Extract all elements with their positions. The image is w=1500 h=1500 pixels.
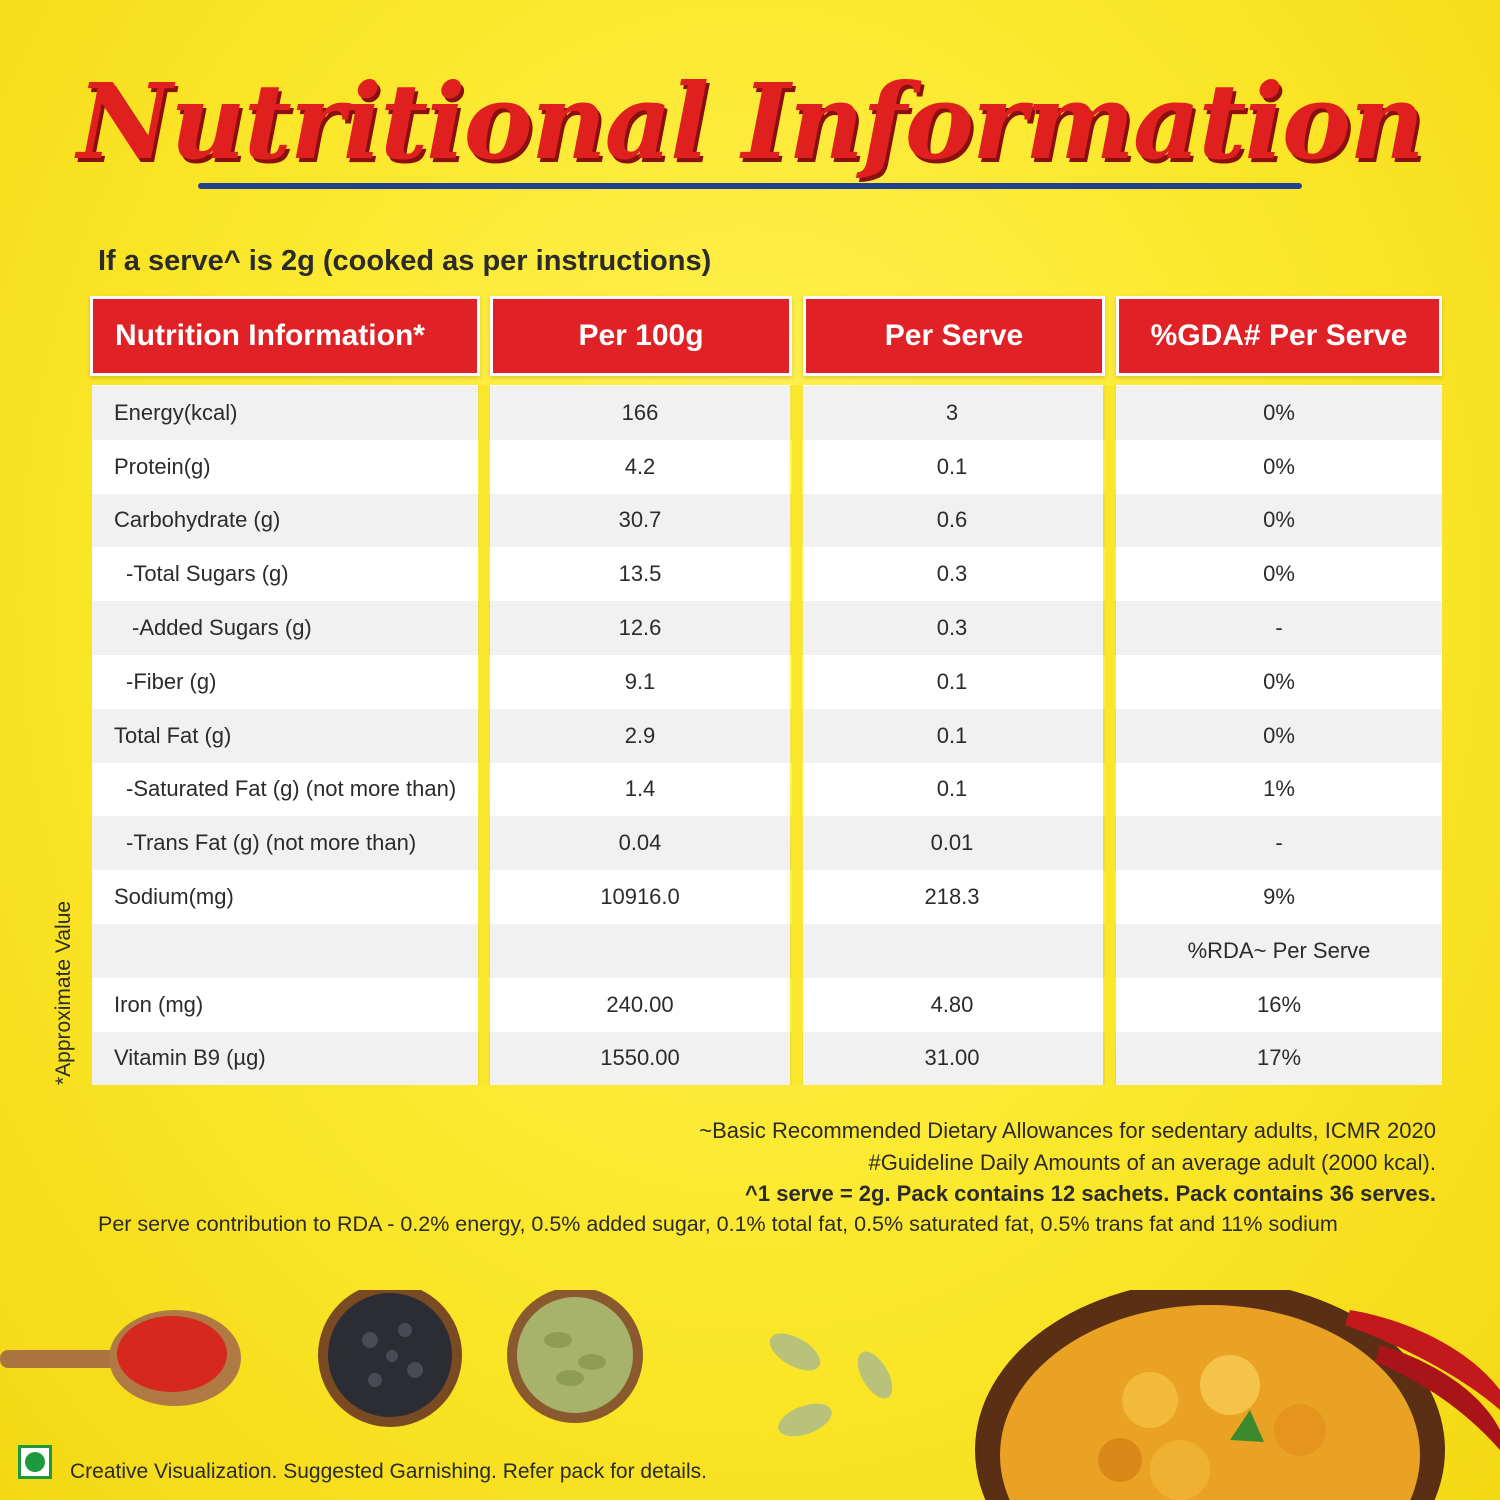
header-nutrition-information: Nutrition Information* <box>90 296 480 376</box>
footnote-serve: ^1 serve = 2g. Pack contains 12 sachets. Pack contains 36 serves. <box>745 1181 1436 1206</box>
table-row <box>92 763 1442 817</box>
table-row <box>92 547 1442 601</box>
rda-subheader: %RDA~ Per Serve <box>1187 937 1371 963</box>
gda-value: 9% <box>1263 884 1295 910</box>
per-serve-value: 0.3 <box>936 561 968 587</box>
per-100g-value: 1550.00 <box>600 1045 680 1071</box>
nutrient-name: -Total Sugars (g) <box>126 561 289 587</box>
column-divider <box>1105 385 1115 1085</box>
table-row <box>92 494 1442 548</box>
per-serve-value: 0.6 <box>936 507 968 533</box>
nutrient-name: -Saturated Fat (g) (not more than) <box>126 776 457 802</box>
nutrient-name: Energy(kcal) <box>114 399 238 425</box>
table-row <box>92 440 1442 494</box>
table-row <box>92 386 1442 440</box>
per-100g-value: 240.00 <box>606 991 674 1017</box>
gda-value: 0% <box>1263 722 1295 748</box>
nutrient-name: Carbohydrate (g) <box>114 507 281 533</box>
approximate-value-note: *Approximate Value <box>52 900 75 1085</box>
nutrient-name: Vitamin B9 (µg) <box>114 1045 266 1071</box>
per-serve-value: 4.80 <box>930 991 974 1017</box>
table-row <box>92 601 1442 655</box>
disclaimer-text: Creative Visualization. Suggested Garnishing. Refer pack for details. <box>70 1460 707 1483</box>
table-row <box>92 870 1442 924</box>
rda-value: 16% <box>1256 991 1302 1017</box>
spoon-chili-powder-image <box>0 1310 241 1406</box>
per-100g-value: 9.1 <box>624 668 656 694</box>
per-serve-value: 0.1 <box>936 453 968 479</box>
nutrient-name: Total Fat (g) <box>114 722 232 748</box>
table-row <box>92 1032 1442 1086</box>
header-gda-per-serve: %GDA# Per Serve <box>1116 296 1442 376</box>
nutrient-name <box>114 924 484 978</box>
per-100g-value: 10916.0 <box>600 884 680 910</box>
per-100g-value: 0.04 <box>618 830 662 856</box>
title-underline <box>198 183 1302 189</box>
per-serve-value: 0.1 <box>936 776 968 802</box>
nutrient-name: Protein(g) <box>114 453 211 479</box>
table-row <box>92 816 1442 870</box>
per-100g-value: 2.9 <box>624 722 656 748</box>
per-100g-value: 166 <box>621 399 659 425</box>
per-100g-value: 1.4 <box>624 776 656 802</box>
vegetarian-mark-icon <box>18 1445 52 1479</box>
footnote-gda: #Guideline Daily Amounts of an average adult (2000 kcal). <box>868 1150 1436 1175</box>
cardamom-bowl-image <box>507 1290 643 1423</box>
table-row <box>92 924 1442 978</box>
per-serve-value: 0.1 <box>936 722 968 748</box>
per-serve-value: 3 <box>945 399 959 425</box>
per-100g-value: 4.2 <box>624 453 656 479</box>
header-per-serve: Per Serve <box>803 296 1105 376</box>
per-serve-value: 218.3 <box>924 884 980 910</box>
nutrient-name: -Fiber (g) <box>126 668 217 694</box>
cardamom-pods-image <box>764 1326 900 1443</box>
per-serve-value: 0.3 <box>936 615 968 641</box>
gda-value: 1% <box>1263 776 1295 802</box>
gda-value: - <box>1275 615 1283 641</box>
footnote-rda: ~Basic Recommended Dietary Allowances for sedentary adults, ICMR 2020 <box>699 1118 1436 1143</box>
per-100g-value: 30.7 <box>618 507 662 533</box>
footnote-contribution: Per serve contribution to RDA - 0.2% energy, 0.5% added sugar, 0.1% total fat, 0.5% saturated fat, 0.5% trans fat and 11% sodium <box>98 1212 1338 1236</box>
serve-heading: If a serve^ is 2g (cooked as per instructions) <box>98 245 712 277</box>
gda-value: 0% <box>1263 561 1295 587</box>
per-100g-value <box>490 924 790 978</box>
black-pepper-bowl-image <box>318 1290 462 1427</box>
rda-value: 17% <box>1256 1045 1302 1071</box>
nutrient-name: -Added Sugars (g) <box>132 615 312 641</box>
gda-value: 0% <box>1263 507 1295 533</box>
per-serve-value <box>802 924 1102 978</box>
nutrient-name: -Trans Fat (g) (not more than) <box>126 830 417 856</box>
per-100g-value: 12.6 <box>618 615 662 641</box>
per-serve-value: 0.01 <box>930 830 974 856</box>
gda-value: 0% <box>1263 668 1295 694</box>
page-title: Nutritional Information <box>77 60 1423 183</box>
per-serve-value: 0.1 <box>936 668 968 694</box>
per-100g-value: 13.5 <box>618 561 662 587</box>
gda-value: - <box>1275 830 1283 856</box>
table-row <box>92 709 1442 763</box>
header-per-100g: Per 100g <box>490 296 792 376</box>
table-row <box>92 978 1442 1032</box>
per-serve-value: 31.00 <box>924 1045 980 1071</box>
table-row <box>92 655 1442 709</box>
nutrient-name: Sodium(mg) <box>114 884 234 910</box>
gda-value: 0% <box>1263 453 1295 479</box>
gda-value: 0% <box>1263 399 1295 425</box>
column-divider <box>479 385 489 1085</box>
column-divider <box>792 385 802 1085</box>
nutrient-name: Iron (mg) <box>114 991 204 1017</box>
